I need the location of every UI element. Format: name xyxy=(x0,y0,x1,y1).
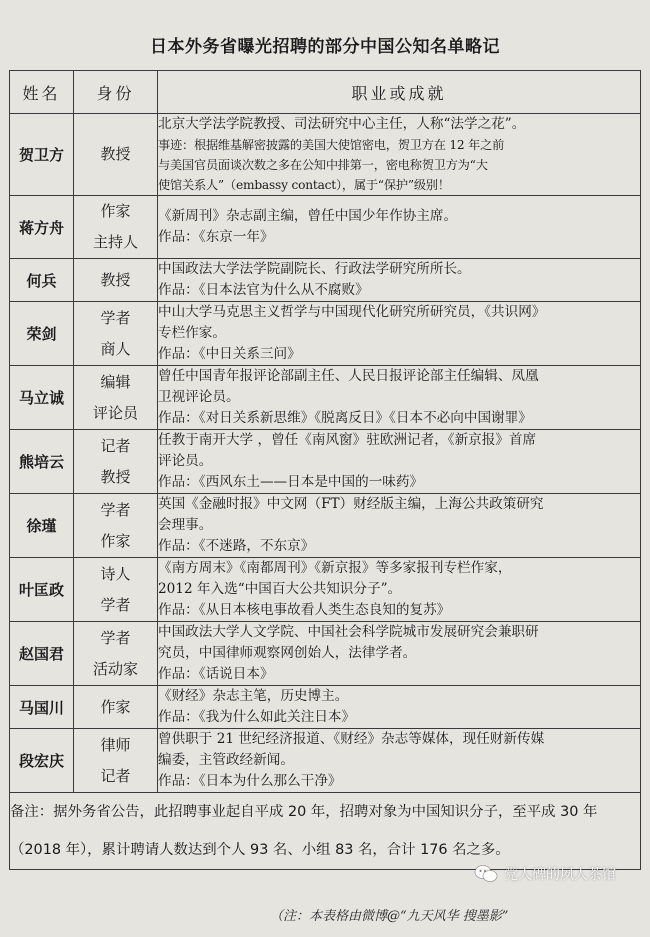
role-line: 教授 xyxy=(100,467,131,486)
person-description xyxy=(158,366,641,430)
remark-text: 备注：据外务省公告，此招聘事业起自平成 20 年，招聘对象为中国知识分子，至平成 30 年（2018 年），累计聘请人数达到个人 93 名、小组 83 名，合计 176 名之多。 xyxy=(10,793,641,870)
person-description xyxy=(158,622,641,686)
person-role xyxy=(74,494,158,558)
roster-table xyxy=(9,70,641,870)
description-line: 中国政法大学法学院副院长、行政法学研究所所长。 xyxy=(158,261,471,277)
note-line: 与美国官员面谈次数之多在公知中排第一，密电称贺卫方为“大 xyxy=(158,158,488,172)
description-line: 评论员。 xyxy=(158,453,213,469)
description-line: 曾供职于 21 世纪经济报道、《财经》杂志等媒体，现任财新传媒 xyxy=(158,731,545,747)
description-line: 任教于南开大学 ，曾任《南风窗》驻欧洲记者，《新京报》首席 xyxy=(158,432,537,448)
role-line: 作家 xyxy=(100,202,131,220)
person-role xyxy=(74,558,158,622)
person-name: 徐瑾 xyxy=(10,494,74,558)
role-line: 记者 xyxy=(100,436,131,455)
description-line: 作品：《我为什么如此关注日本》 xyxy=(158,709,356,725)
person-name: 荣剑 xyxy=(10,302,74,366)
person-role xyxy=(74,302,158,366)
role-line: 律师 xyxy=(100,735,131,754)
wechat-account-icon xyxy=(474,864,498,884)
description-line: 作品：《日本法官为什么从不腐败》 xyxy=(158,282,369,298)
role-line: 评论员 xyxy=(92,403,138,422)
person-name: 马立诚 xyxy=(10,366,74,430)
person-description xyxy=(158,729,641,793)
person-role xyxy=(74,259,158,302)
description-line: 《新周刊》杂志副主编，曾任中国少年作协主席。 xyxy=(158,208,458,224)
table-row xyxy=(10,259,641,302)
watermark-text: 党人碑的夙人茶馆 xyxy=(504,867,616,883)
table-header-row xyxy=(10,71,641,114)
person-description xyxy=(158,259,641,302)
description-line: 2012 年入选“中国百大公共知识分子”。 xyxy=(158,581,402,597)
description-line: 北京大学法学院教授、司法研究中心主任，人称“法学之花”。 xyxy=(158,116,526,132)
person-description xyxy=(158,686,641,729)
person-name: 蒋方舟 xyxy=(10,196,74,259)
table-row xyxy=(10,196,641,259)
description-line: 作品：《中日关系三问》 xyxy=(158,346,301,362)
role-line: 学者 xyxy=(100,628,131,647)
person-description xyxy=(158,196,641,259)
person-name: 赵国君 xyxy=(10,622,74,686)
table-row xyxy=(10,729,641,793)
remark-row xyxy=(10,793,641,870)
description-line: 中国政法大学人文学院、中国社会科学院城市发展研究会兼职研 xyxy=(158,624,539,640)
description-line: 中山大学马克思主义哲学与中国现代化研究所研究员，《共识网》 xyxy=(158,304,546,320)
person-role xyxy=(74,622,158,686)
note-line: 事迹：根据维基解密披露的美国大使馆密电，贺卫方在 12 年之前 xyxy=(158,138,505,152)
person-description xyxy=(158,302,641,366)
document-title: 日本外务省曝光招聘的部分中国公知名单略记 xyxy=(150,37,500,57)
description-line: 英国《金融时报》中文网（FT）财经版主编，上海公共政策研究 xyxy=(158,496,544,512)
description-line: 编委，主管政经新闻。 xyxy=(158,752,294,768)
description-line: 曾任中国青年报评论部副主任、人民日报评论部主任编辑、凤凰 xyxy=(158,368,539,384)
person-role xyxy=(74,114,158,196)
table-row xyxy=(10,558,641,622)
description-line: 作品：《东京一年》 xyxy=(158,229,274,245)
person-role xyxy=(74,686,158,729)
person-description xyxy=(158,114,641,196)
role-line: 商人 xyxy=(100,339,131,358)
person-name: 何兵 xyxy=(10,259,74,302)
description-line: 作品：《话说日本》 xyxy=(158,666,274,682)
description-line: 作品：《西风东土——日本是中国的一味药》 xyxy=(158,474,424,490)
watermark xyxy=(474,864,616,884)
role-line: 作家 xyxy=(100,531,131,550)
person-role xyxy=(74,366,158,430)
description-line: 《财经》杂志主笔，历史博主。 xyxy=(158,688,349,704)
person-name: 贺卫方 xyxy=(10,114,74,196)
table-row xyxy=(10,366,641,430)
description-line: 卫视评论员。 xyxy=(158,389,240,405)
role-line: 编辑 xyxy=(100,372,131,391)
header-role: 身份 xyxy=(74,71,158,114)
description-line: 作品：《从日本核电事故看人类生态良知的复苏》 xyxy=(158,602,451,618)
description-line: 专栏作家。 xyxy=(158,325,226,341)
table-row xyxy=(10,114,641,196)
description-line: 作品：《日本为什么那么干净》 xyxy=(158,773,342,789)
person-name: 叶匡政 xyxy=(10,558,74,622)
description-line: 会理事。 xyxy=(158,517,213,533)
person-role xyxy=(74,196,158,259)
role-line: 诗人 xyxy=(100,564,131,583)
role-line: 教授 xyxy=(100,145,131,163)
role-line: 作家 xyxy=(100,697,131,716)
person-description xyxy=(158,494,641,558)
description-line: 究员，中国律师观察网创始人，法律学者。 xyxy=(158,645,417,661)
role-line: 活动家 xyxy=(92,659,138,678)
header-desc: 职业或成就 xyxy=(158,71,641,114)
person-role xyxy=(74,729,158,793)
person-name: 熊培云 xyxy=(10,430,74,494)
role-line: 主持人 xyxy=(92,233,138,251)
person-name: 段宏庆 xyxy=(10,729,74,793)
role-line: 教授 xyxy=(100,270,131,289)
person-name: 马国川 xyxy=(10,686,74,729)
table-row xyxy=(10,302,641,366)
header-name: 姓名 xyxy=(10,71,74,114)
table-row xyxy=(10,622,641,686)
description-line: 作品：《不迷路，不东京》 xyxy=(158,538,315,554)
role-line: 学者 xyxy=(100,595,131,614)
person-role xyxy=(74,430,158,494)
role-line: 学者 xyxy=(100,500,131,519)
role-line: 学者 xyxy=(100,308,131,327)
table-row xyxy=(10,494,641,558)
description-line: 作品：《对日关系新思维》《脱离反日》《日本不必向中国谢罪》 xyxy=(158,410,532,426)
person-description xyxy=(158,558,641,622)
description-line: 《南方周末》《南都周刊》《新京报》等多家报刊专栏作家， xyxy=(158,560,512,576)
note-line: 使馆关系人”（embassy contact），属于“保护”级别！ xyxy=(158,178,450,192)
table-row xyxy=(10,430,641,494)
source-note: （注：本表格由微博@“九天风华 搜墨影” xyxy=(270,909,509,924)
person-description xyxy=(158,430,641,494)
table-row xyxy=(10,686,641,729)
role-line: 记者 xyxy=(100,766,131,785)
